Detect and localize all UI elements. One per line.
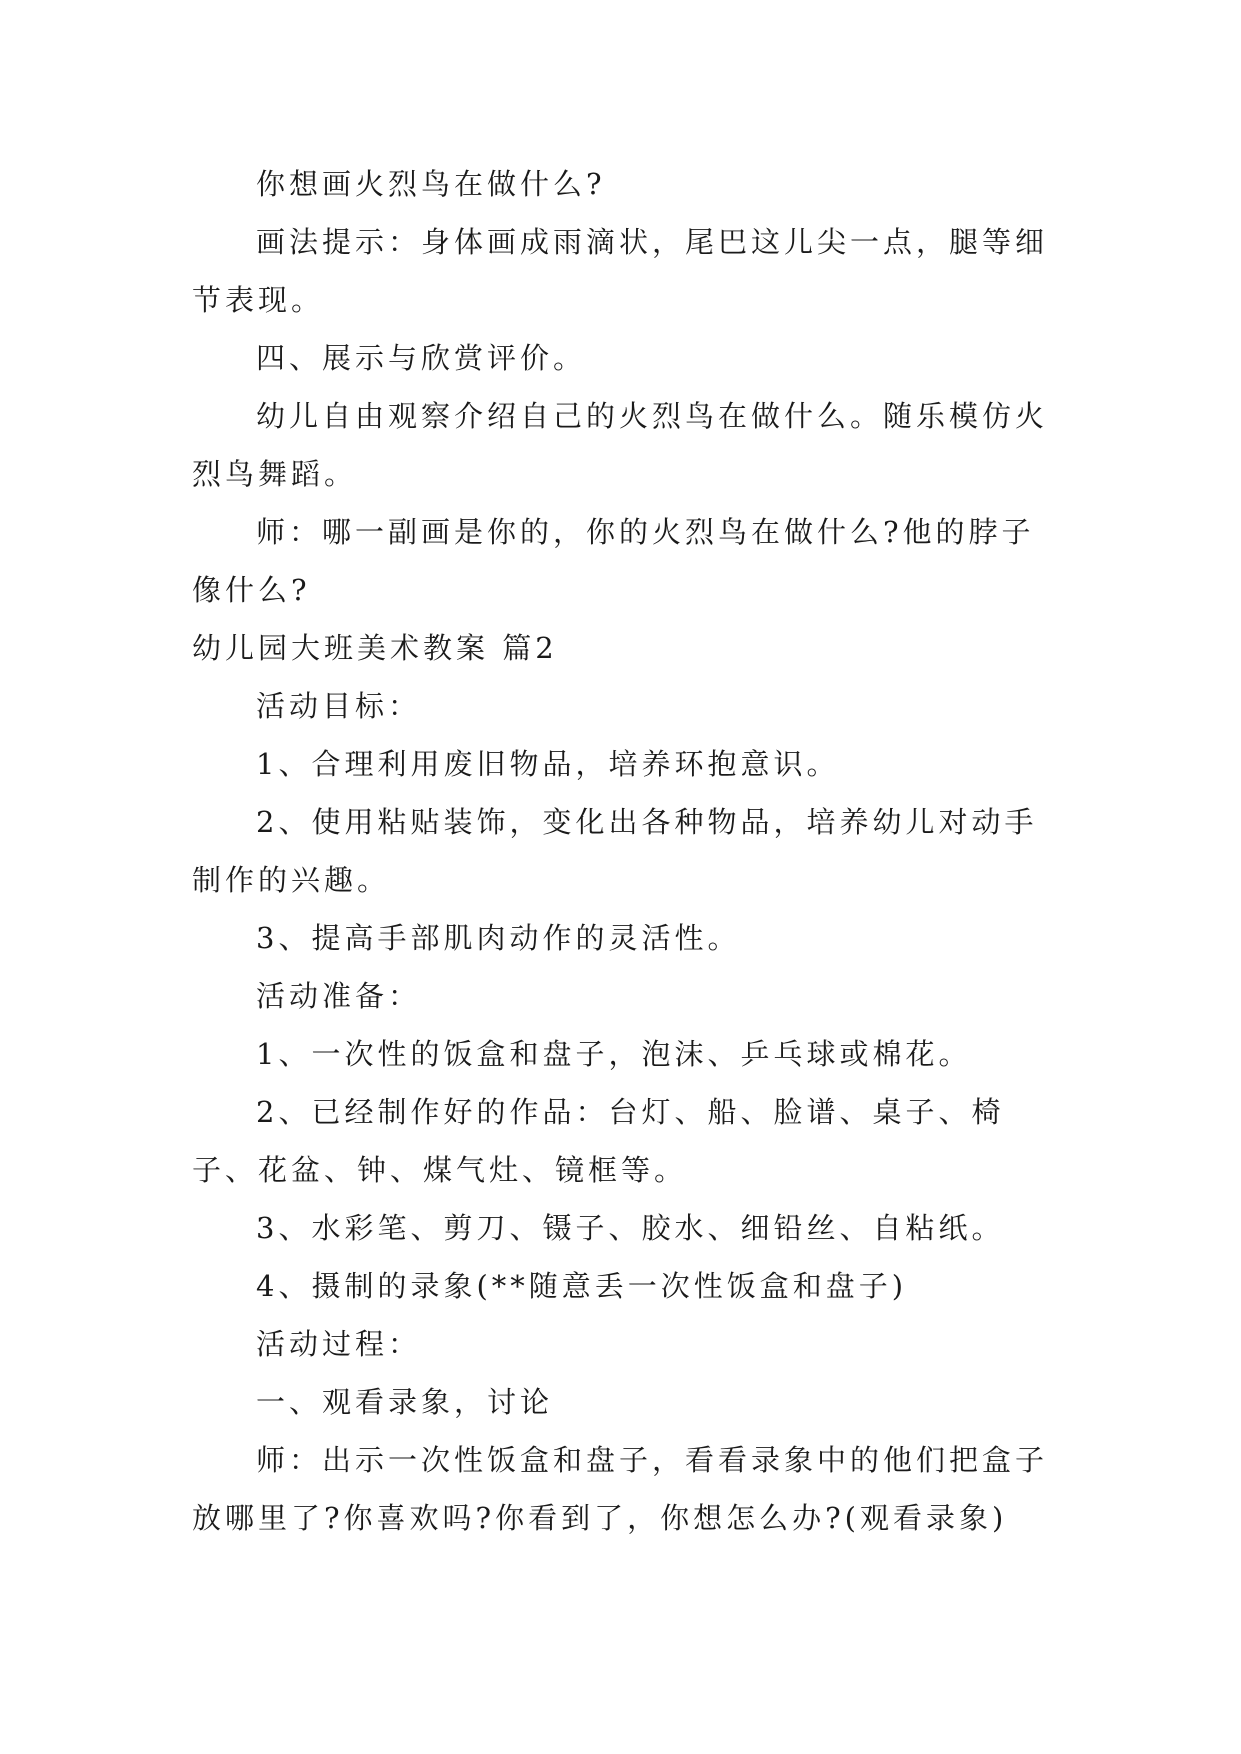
paragraph: 你想画火烈鸟在做什么?	[256, 167, 606, 201]
section-heading: 一、观看录象，讨论	[256, 1385, 554, 1419]
chapter-title: 幼儿园大班美术教案 篇2	[192, 631, 558, 665]
paragraph: 师：哪一副画是你的，你的火烈鸟在做什么?他的脖子像什么?	[192, 515, 1035, 607]
paragraph: 师：出示一次性饭盒和盘子，看看录象中的他们把盒子放哪里了?你喜欢吗?你看到了，你想怎么办?(观看录象)	[192, 1443, 1049, 1535]
list-item: 1、一次性的饭盒和盘子，泡沫、乒乓球或棉花。	[256, 1037, 972, 1071]
list-item: 2、已经制作好的作品：台灯、船、脸谱、桌子、椅子、花盆、钟、煤气灶、镜框等。	[192, 1095, 1005, 1187]
document-body	[192, 155, 1062, 1547]
paragraph: 画法提示：身体画成雨滴状，尾巴这儿尖一点，腿等细节表现。	[192, 225, 1049, 317]
list-item: 2、使用粘贴装饰，变化出各种物品，培养幼儿对动手制作的兴趣。	[192, 805, 1038, 897]
section-heading: 活动目标：	[256, 689, 422, 723]
section-heading: 四、展示与欣赏评价。	[256, 341, 587, 375]
list-item: 4、摄制的录象(**随意丢一次性饭盒和盘子)	[256, 1269, 908, 1303]
paragraph: 幼儿自由观察介绍自己的火烈鸟在做什么。随乐模仿火烈鸟舞蹈。	[192, 399, 1049, 491]
list-item: 1、合理利用废旧物品，培养环抱意识。	[256, 747, 840, 781]
list-item: 3、水彩笔、剪刀、镊子、胶水、细铅丝、自粘纸。	[256, 1211, 1005, 1245]
section-heading: 活动准备：	[256, 979, 422, 1013]
list-item: 3、提高手部肌肉动作的灵活性。	[256, 921, 741, 955]
section-heading: 活动过程：	[256, 1327, 422, 1361]
